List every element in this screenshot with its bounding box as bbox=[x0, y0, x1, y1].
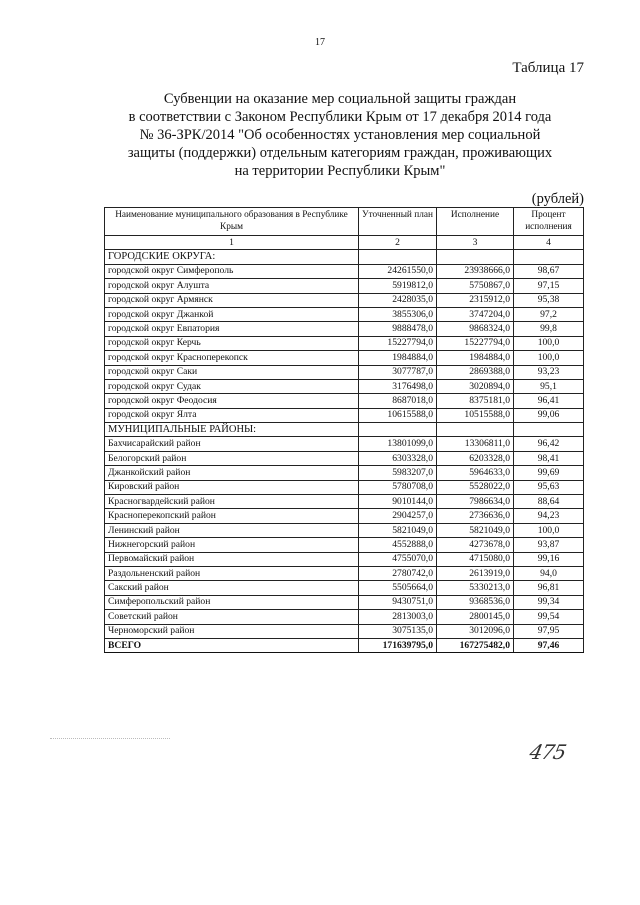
percent-cell: 97,15 bbox=[514, 279, 584, 293]
table-row bbox=[105, 509, 584, 523]
plan-cell: 5821049,0 bbox=[359, 523, 437, 537]
name-cell: Советский район bbox=[105, 610, 359, 624]
subsidy-table bbox=[104, 207, 584, 653]
section-row-district bbox=[105, 423, 584, 437]
plan-cell: 8687018,0 bbox=[359, 394, 437, 408]
table-row bbox=[105, 480, 584, 494]
name-cell: городской округ Судак bbox=[105, 379, 359, 393]
plan-cell: 5983207,0 bbox=[359, 466, 437, 480]
percent-cell: 99,69 bbox=[514, 466, 584, 480]
total-plan: 171639795,0 bbox=[359, 638, 437, 652]
name-cell: Красноперекопский район bbox=[105, 509, 359, 523]
table-row bbox=[105, 408, 584, 422]
title-line: защиты (поддержки) отдельным категориям граждан, проживающих bbox=[127, 145, 553, 161]
faint-dotted-mark bbox=[50, 738, 170, 741]
percent-cell: 94,23 bbox=[514, 509, 584, 523]
title-line: Субвенции на оказание мер социальной защиты граждан bbox=[163, 91, 517, 107]
percent-cell: 98,41 bbox=[514, 451, 584, 465]
total-execution: 167275482,0 bbox=[437, 638, 514, 652]
plan-cell: 2780742,0 bbox=[359, 566, 437, 580]
percent-cell: 94,0 bbox=[514, 566, 584, 580]
section-label: МУНИЦИПАЛЬНЫЕ РАЙОНЫ: bbox=[105, 423, 359, 437]
plan-cell: 15227794,0 bbox=[359, 336, 437, 350]
percent-cell: 97,95 bbox=[514, 624, 584, 638]
execution-cell: 2315912,0 bbox=[437, 293, 514, 307]
table-row bbox=[105, 279, 584, 293]
execution-cell: 4715080,0 bbox=[437, 552, 514, 566]
plan-cell: 13801099,0 bbox=[359, 437, 437, 451]
percent-cell: 99,54 bbox=[514, 610, 584, 624]
execution-cell: 9368536,0 bbox=[437, 595, 514, 609]
percent-cell: 96,41 bbox=[514, 394, 584, 408]
name-cell: Первомайский район bbox=[105, 552, 359, 566]
table-row bbox=[105, 351, 584, 365]
table-row bbox=[105, 610, 584, 624]
execution-cell: 3012096,0 bbox=[437, 624, 514, 638]
table-row bbox=[105, 336, 584, 350]
execution-cell: 1984884,0 bbox=[437, 351, 514, 365]
plan-cell: 2428035,0 bbox=[359, 293, 437, 307]
name-cell: городской округ Керчь bbox=[105, 336, 359, 350]
execution-cell: 8375181,0 bbox=[437, 394, 514, 408]
col-header-execution: Исполнение bbox=[437, 208, 514, 236]
plan-cell: 5780708,0 bbox=[359, 480, 437, 494]
page-number: 17 bbox=[315, 37, 325, 48]
table-row bbox=[105, 581, 584, 595]
name-cell: Раздольненский район bbox=[105, 566, 359, 580]
total-row bbox=[105, 638, 584, 652]
name-cell: городской округ Алушта bbox=[105, 279, 359, 293]
table-row bbox=[105, 624, 584, 638]
table-row bbox=[105, 264, 584, 278]
execution-cell: 13306811,0 bbox=[437, 437, 514, 451]
name-cell: Сакский район bbox=[105, 581, 359, 595]
name-cell: Нижнегорский район bbox=[105, 538, 359, 552]
name-cell: городской округ Евпатория bbox=[105, 322, 359, 336]
total-percent: 97,46 bbox=[514, 638, 584, 652]
name-cell: городской округ Саки bbox=[105, 365, 359, 379]
table-row bbox=[105, 566, 584, 580]
plan-cell: 5919812,0 bbox=[359, 279, 437, 293]
plan-cell: 6303328,0 bbox=[359, 451, 437, 465]
name-cell: городской округ Феодосия bbox=[105, 394, 359, 408]
percent-cell: 100,0 bbox=[514, 523, 584, 537]
plan-cell: 9010144,0 bbox=[359, 495, 437, 509]
execution-cell: 2736636,0 bbox=[437, 509, 514, 523]
execution-cell: 5964633,0 bbox=[437, 466, 514, 480]
document-title bbox=[100, 90, 580, 180]
table-row bbox=[105, 293, 584, 307]
percent-cell: 96,81 bbox=[514, 581, 584, 595]
execution-cell: 3747204,0 bbox=[437, 307, 514, 321]
percent-cell: 98,67 bbox=[514, 264, 584, 278]
execution-cell: 15227794,0 bbox=[437, 336, 514, 350]
execution-cell: 2869388,0 bbox=[437, 365, 514, 379]
table-row bbox=[105, 552, 584, 566]
execution-cell: 23938666,0 bbox=[437, 264, 514, 278]
table-row bbox=[105, 437, 584, 451]
table-row bbox=[105, 307, 584, 321]
plan-cell: 2904257,0 bbox=[359, 509, 437, 523]
plan-cell: 3077787,0 bbox=[359, 365, 437, 379]
percent-cell: 97,2 bbox=[514, 307, 584, 321]
plan-cell: 3176498,0 bbox=[359, 379, 437, 393]
percent-cell: 96,42 bbox=[514, 437, 584, 451]
column-number: 1 bbox=[105, 236, 359, 250]
execution-cell: 10515588,0 bbox=[437, 408, 514, 422]
title-line: в соответствии с Законом Республики Крым от 17 декабря 2014 года bbox=[128, 109, 552, 125]
table-header-row bbox=[105, 208, 584, 236]
plan-cell: 1984884,0 bbox=[359, 351, 437, 365]
col-header-percent: Процент исполнения bbox=[514, 208, 584, 236]
col-header-name: Наименование муниципального образования в Республике Крым bbox=[105, 208, 359, 236]
percent-cell: 88,64 bbox=[514, 495, 584, 509]
percent-cell: 99,8 bbox=[514, 322, 584, 336]
percent-cell: 99,16 bbox=[514, 552, 584, 566]
percent-cell: 99,06 bbox=[514, 408, 584, 422]
total-label: ВСЕГО bbox=[105, 638, 359, 652]
plan-cell: 4552888,0 bbox=[359, 538, 437, 552]
execution-cell: 5750867,0 bbox=[437, 279, 514, 293]
name-cell: городской округ Армянск bbox=[105, 293, 359, 307]
table-row bbox=[105, 466, 584, 480]
table-row bbox=[105, 451, 584, 465]
column-number: 2 bbox=[359, 236, 437, 250]
name-cell: городской округ Ялта bbox=[105, 408, 359, 422]
plan-cell: 24261550,0 bbox=[359, 264, 437, 278]
execution-cell: 6203328,0 bbox=[437, 451, 514, 465]
column-number-row bbox=[105, 236, 584, 250]
table-row bbox=[105, 595, 584, 609]
execution-cell: 4273678,0 bbox=[437, 538, 514, 552]
table-row bbox=[105, 538, 584, 552]
execution-cell: 3020894,0 bbox=[437, 379, 514, 393]
execution-cell: 5821049,0 bbox=[437, 523, 514, 537]
execution-cell: 5528022,0 bbox=[437, 480, 514, 494]
execution-cell: 2800145,0 bbox=[437, 610, 514, 624]
percent-cell: 100,0 bbox=[514, 351, 584, 365]
name-cell: городской округ Симферополь bbox=[105, 264, 359, 278]
name-cell: Джанкойский район bbox=[105, 466, 359, 480]
percent-cell: 93,87 bbox=[514, 538, 584, 552]
execution-cell: 5330213,0 bbox=[437, 581, 514, 595]
table-row bbox=[105, 495, 584, 509]
name-cell: Черноморский район bbox=[105, 624, 359, 638]
col-header-plan: Уточненный план bbox=[359, 208, 437, 236]
table-row bbox=[105, 379, 584, 393]
execution-cell: 2613919,0 bbox=[437, 566, 514, 580]
percent-cell: 93,23 bbox=[514, 365, 584, 379]
table-row bbox=[105, 365, 584, 379]
title-line: № 36-ЗРК/2014 "Об особенностях установления мер социальной bbox=[139, 127, 541, 143]
plan-cell: 9888478,0 bbox=[359, 322, 437, 336]
execution-cell: 9868324,0 bbox=[437, 322, 514, 336]
table-row bbox=[105, 394, 584, 408]
section-label: ГОРОДСКИЕ ОКРУГА: bbox=[105, 250, 359, 264]
name-cell: Кировский район bbox=[105, 480, 359, 494]
name-cell: Бахчисарайский район bbox=[105, 437, 359, 451]
plan-cell: 2813003,0 bbox=[359, 610, 437, 624]
name-cell: Белогорский район bbox=[105, 451, 359, 465]
percent-cell: 95,63 bbox=[514, 480, 584, 494]
percent-cell: 99,34 bbox=[514, 595, 584, 609]
name-cell: городской округ Красноперекопск bbox=[105, 351, 359, 365]
name-cell: городской округ Джанкой bbox=[105, 307, 359, 321]
handwritten-page-number: 475 bbox=[527, 740, 568, 764]
plan-cell: 5505664,0 bbox=[359, 581, 437, 595]
plan-cell: 3075135,0 bbox=[359, 624, 437, 638]
units-label: (рублей) bbox=[531, 191, 584, 207]
table-row bbox=[105, 322, 584, 336]
percent-cell: 100,0 bbox=[514, 336, 584, 350]
table-row bbox=[105, 523, 584, 537]
column-number: 3 bbox=[437, 236, 514, 250]
plan-cell: 4755070,0 bbox=[359, 552, 437, 566]
table-label: Таблица 17 bbox=[512, 60, 584, 76]
column-number: 4 bbox=[514, 236, 584, 250]
name-cell: Красногвардейский район bbox=[105, 495, 359, 509]
section-row-city bbox=[105, 250, 584, 264]
execution-cell: 7986634,0 bbox=[437, 495, 514, 509]
percent-cell: 95,38 bbox=[514, 293, 584, 307]
percent-cell: 95,1 bbox=[514, 379, 584, 393]
name-cell: Симферопольский район bbox=[105, 595, 359, 609]
name-cell: Ленинский район bbox=[105, 523, 359, 537]
plan-cell: 3855306,0 bbox=[359, 307, 437, 321]
plan-cell: 9430751,0 bbox=[359, 595, 437, 609]
title-line: на территории Республики Крым" bbox=[234, 163, 446, 179]
plan-cell: 10615588,0 bbox=[359, 408, 437, 422]
